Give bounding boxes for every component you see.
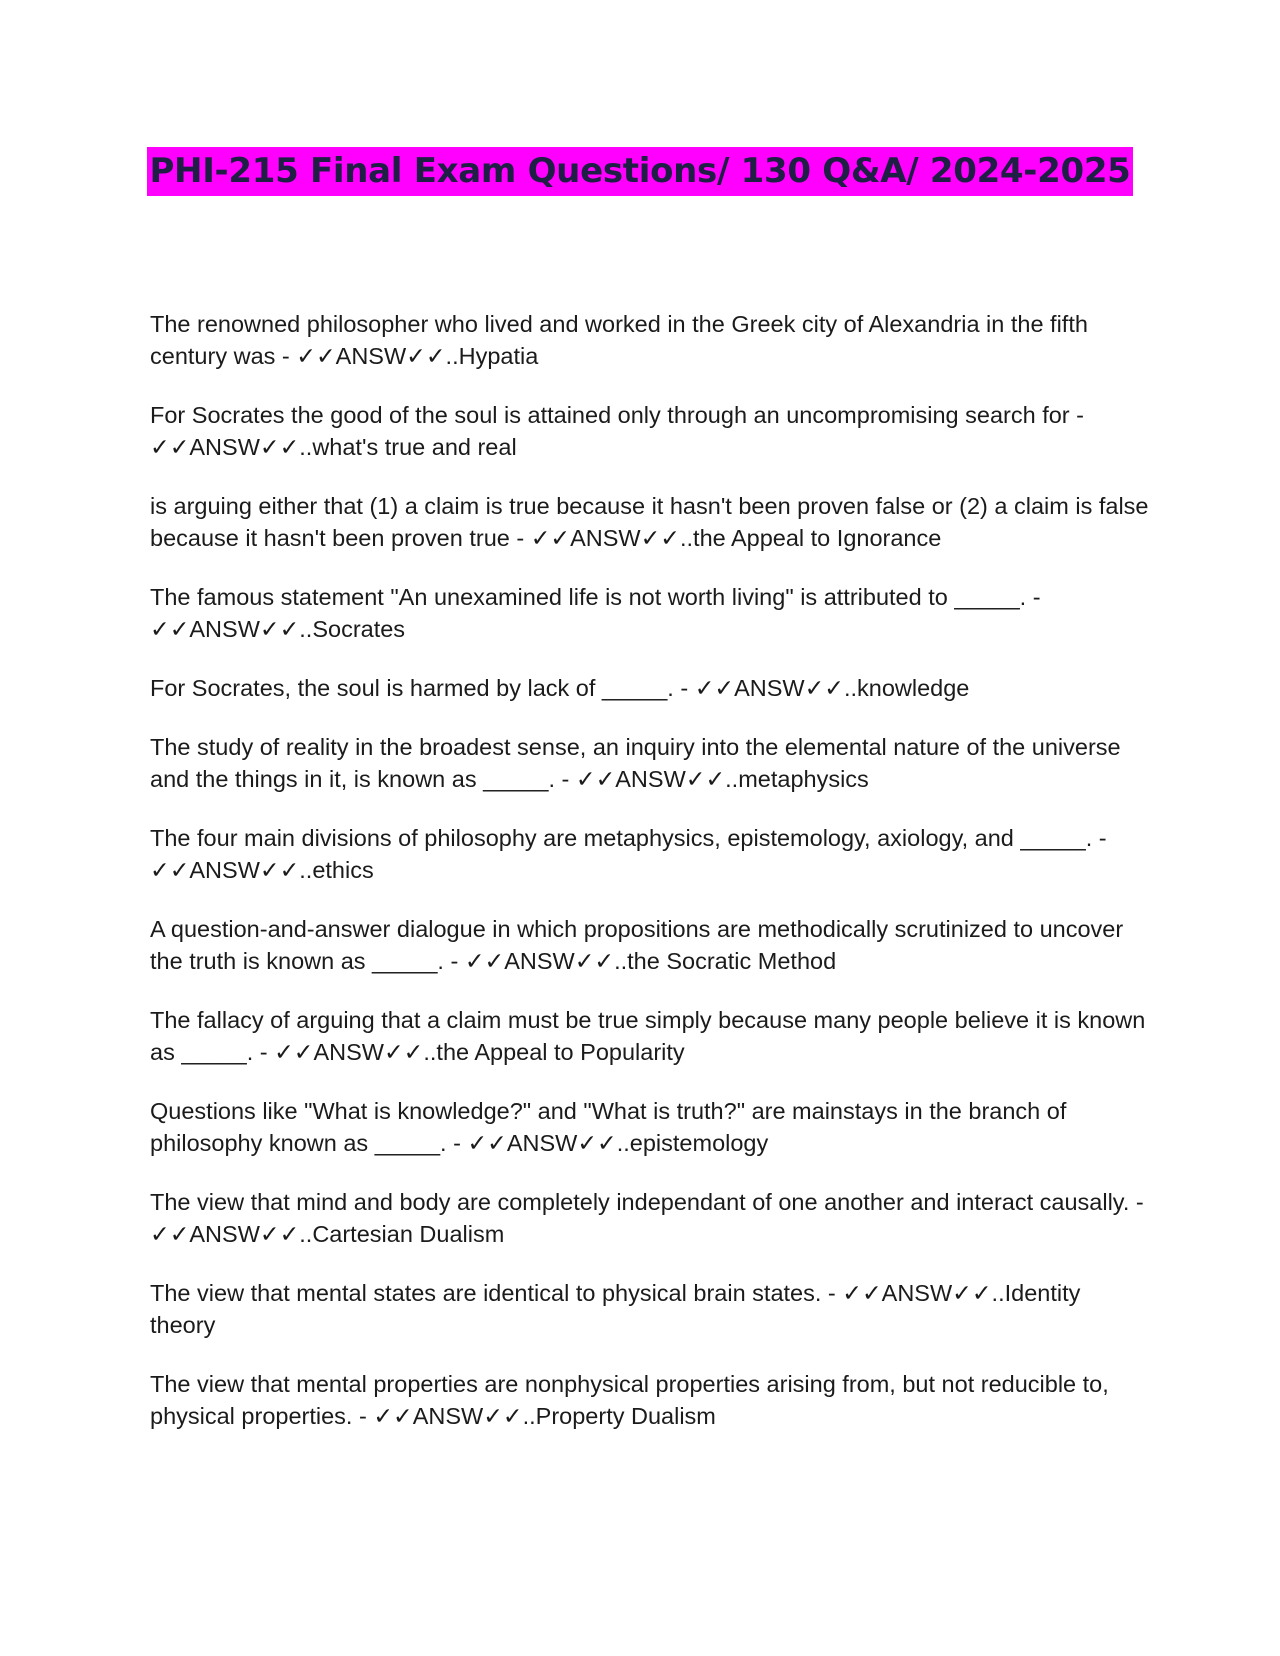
question-text: The view that mind and body are completely independant of one another and interact causally. -: [150, 1189, 1144, 1215]
qa-item: [150, 1186, 1150, 1250]
qa-item: [150, 731, 1150, 795]
qa-list: [150, 308, 1150, 1459]
answer-text: ✓✓ANSW✓✓..ethics: [150, 857, 374, 883]
question-text: A question-and-answer dialogue in which propositions are methodically scrutinized to uncover the truth is known as _____. -: [150, 916, 1124, 974]
document-title: PHI-215 Final Exam Questions/ 130 Q&A/ 2024-2025: [147, 147, 1132, 196]
qa-item: [150, 1004, 1150, 1068]
question-text: The renowned philosopher who lived and worked in the Greek city of Alexandria in the fifth century was -: [150, 311, 1088, 369]
qa-item: [150, 913, 1150, 977]
answer-text: ✓✓ANSW✓✓..Property Dualism: [373, 1403, 716, 1429]
question-text: The fallacy of arguing that a claim must be true simply because many people believe it is known as _____. -: [150, 1007, 1146, 1065]
answer-text: ✓✓ANSW✓✓..Hypatia: [296, 343, 539, 369]
question-text: is arguing either that (1) a claim is true because it hasn't been proven false or (2) a claim is false because it hasn't been proven true -: [150, 493, 1149, 551]
answer-text: ✓✓ANSW✓✓..epistemology: [467, 1130, 769, 1156]
qa-item: [150, 1277, 1150, 1341]
title-container: [0, 147, 1280, 196]
question-text: The view that mental properties are nonphysical properties arising from, but not reducible to, physical properties. -: [150, 1371, 1109, 1429]
qa-item: [150, 308, 1150, 372]
qa-item: [150, 822, 1150, 886]
question-text: Questions like "What is knowledge?" and "What is truth?" are mainstays in the branch of philosophy known as _____. -: [150, 1098, 1067, 1156]
question-text: The famous statement "An unexamined life is not worth living" is attributed to _____. -: [150, 584, 1041, 610]
answer-text: ✓✓ANSW✓✓..knowledge: [694, 675, 970, 701]
answer-text: ✓✓ANSW✓✓..Socrates: [150, 616, 406, 642]
answer-text: ✓✓ANSW✓✓..metaphysics: [575, 766, 869, 792]
qa-item: [150, 1368, 1150, 1432]
qa-item: [150, 399, 1150, 463]
question-text: The study of reality in the broadest sense, an inquiry into the elemental nature of the universe and the things in it, is known as _____. -: [150, 734, 1121, 792]
question-text: For Socrates the good of the soul is attained only through an uncompromising search for -: [150, 402, 1084, 428]
answer-text: ✓✓ANSW✓✓..the Appeal to Ignorance: [530, 525, 942, 551]
question-text: The four main divisions of philosophy are metaphysics, epistemology, axiology, and _____. -: [150, 825, 1107, 851]
answer-text: ✓✓ANSW✓✓..Cartesian Dualism: [150, 1221, 505, 1247]
qa-item: [150, 490, 1150, 554]
answer-text: ✓✓ANSW✓✓..what's true and real: [150, 434, 517, 460]
qa-item: [150, 1095, 1150, 1159]
answer-text: ✓✓ANSW✓✓..the Appeal to Popularity: [274, 1039, 685, 1065]
answer-text: ✓✓ANSW✓✓..the Socratic Method: [464, 948, 837, 974]
answer-text: ✓✓ANSW✓✓..Identity theory: [150, 1280, 1081, 1338]
qa-item: [150, 672, 1150, 704]
question-text: For Socrates, the soul is harmed by lack of _____. -: [150, 675, 695, 701]
question-text: The view that mental states are identical to physical brain states. -: [150, 1280, 843, 1306]
qa-item: [150, 581, 1150, 645]
